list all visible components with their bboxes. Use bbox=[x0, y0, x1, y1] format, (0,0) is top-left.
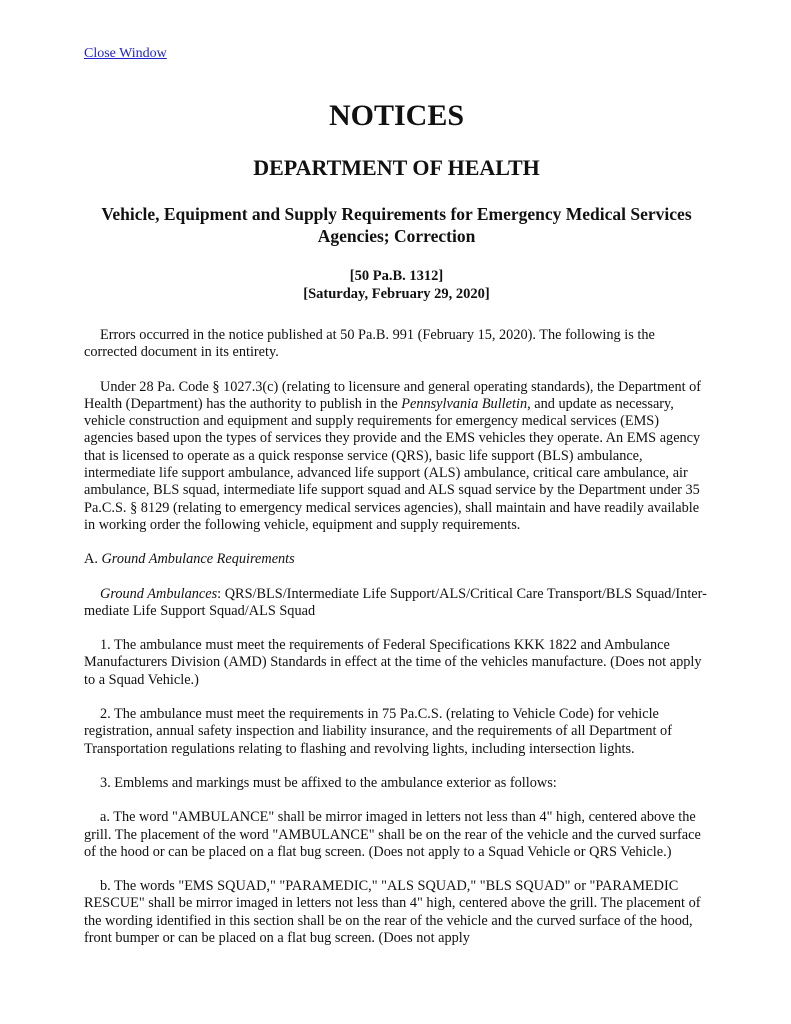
notice-title-line1: Vehicle, Equipment and Supply Requirements for Emergency Medical Services bbox=[101, 204, 692, 224]
requirement-item-3b: b. The words "EMS SQUAD," "PARAMEDIC," "ALS SQUAD," "BLS SQUAD" or "PARAMEDIC RESCUE" shall be mirror imaged in letters not less than 4" high, centered above the grill. The placement of the wording identified in this section shall be on the rear of the vehicle and the curved surface of the hood, front bumper or can be placed on a flat bug screen. (Does not apply bbox=[84, 878, 701, 947]
requirement-item-1: 1. The ambulance must meet the requirements of Federal Specifications KKK 1822 and Ambulance Manufacturers Division (AMD) Standards in effect at the time of the vehicles manufacture. (Does not apply to a Squad Vehicle.) bbox=[84, 637, 702, 688]
ground-ambulances-label: Ground Ambulances bbox=[100, 585, 218, 602]
section-heading: NOTICES bbox=[328, 99, 465, 132]
requirement-item-2: 2. The ambulance must meet the requirements in 75 Pa.C.S. (relating to Vehicle Code) for vehicle registration, annual safety inspection and liability insurance, and the requirements of all Department of Transportation regulations relating to flashing and revolving lights, including intersection lights. bbox=[84, 706, 672, 757]
section-a-title: Ground Ambulance Requirements bbox=[101, 551, 295, 568]
notice-title-line2: Agencies; Correction bbox=[317, 226, 476, 246]
notice-title bbox=[84, 203, 709, 247]
authority-paragraph bbox=[84, 379, 709, 535]
close-window-link[interactable]: Close Window bbox=[84, 46, 167, 61]
publication-date: [Saturday, February 29, 2020] bbox=[303, 286, 490, 302]
department-heading: DEPARTMENT OF HEALTH bbox=[253, 155, 540, 180]
requirement-item-3a: a. The word "AMBULANCE" shall be mirror imaged in letters not less than 4" high, centered above the grill. The placement of the word "AMBULANCE" shall be on the rear of the vehicle and the curved surface of the hood or can be placed on a flat bug screen. (Does not apply to a Squad Vehicle or QRS Vehicle.) bbox=[84, 809, 701, 860]
section-a-label: A. bbox=[84, 551, 102, 568]
section-a-heading bbox=[84, 551, 709, 568]
intro-paragraph: Errors occurred in the notice published at 50 Pa.B. 991 (February 15, 2020). The following is the corrected document in its entirety. bbox=[84, 327, 655, 361]
ground-ambulances-paragraph bbox=[84, 586, 709, 621]
authority-text-1: Under 28 Pa. Code § 1027.3(c) (relating to licensure and general operating standards), the Department of Health (Department) has the authority to publish in the bbox=[84, 378, 702, 412]
bulletin-name: Pennsylvania Bulletin bbox=[401, 395, 528, 412]
ground-ambulances-text: : QRS/BLS/Intermediate Life Support/ALS/Critical Care Transport/BLS Squad/Inter- mediate Life Support Squad/ALS Squad bbox=[84, 585, 707, 619]
citation-block bbox=[84, 267, 709, 303]
requirement-item-3: 3. Emblems and markings must be affixed to the ambulance exterior as follows: bbox=[100, 774, 557, 791]
authority-text-2: , and update as necessary, vehicle construction and equipment and supply requirements for emergency medical services (EMS) agencies based upon the types of services they provide and the EMS vehicles they operate. An EMS agency that is licensed to operate as a quick response service (QRS), basic life support (BLS) ambulance, intermediate life support ambulance, advanced life support (ALS) ambulance, critical care ambulance, air ambulance, BLS squad, intermediate life support squad and ALS squad service by the Department under 35 Pa.C.S. § 8129 (relating to emergency medical services agencies), shall maintain and have readily available in working order the following vehicle, equipment and supply requirements. bbox=[84, 395, 701, 533]
bulletin-citation: [50 Pa.B. 1312] bbox=[349, 268, 444, 284]
